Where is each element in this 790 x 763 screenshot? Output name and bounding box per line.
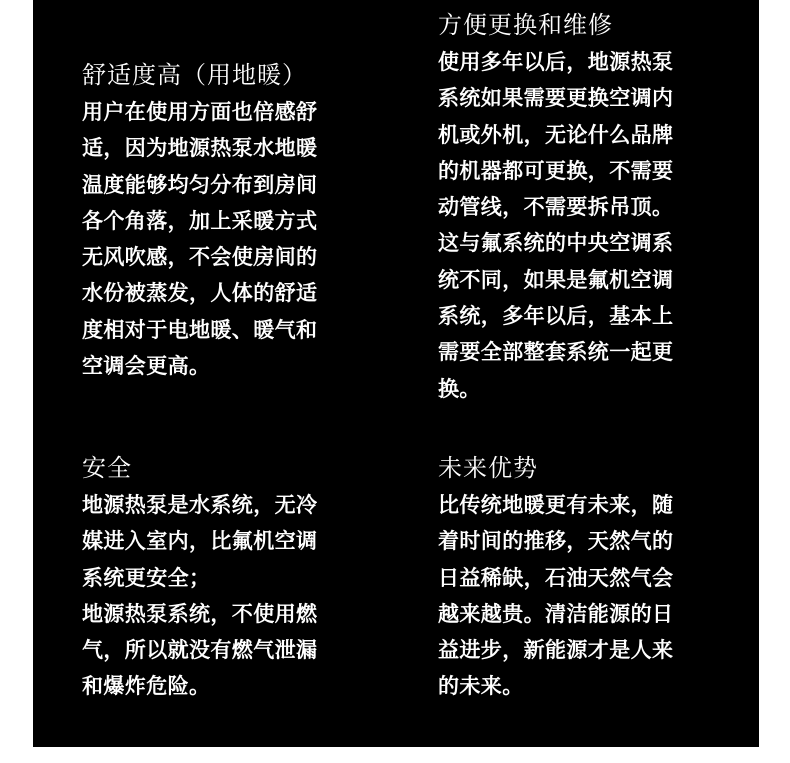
body-line: 比传统地暖更有未来，随 — [438, 493, 674, 517]
section-body — [438, 44, 728, 407]
section-title: 舒适度高（用地暖） — [82, 61, 307, 89]
body-line: 统不同，如果是氟机空调 — [438, 267, 674, 292]
section-body — [82, 487, 372, 705]
body-line: 着时间的推移，天然气的 — [438, 529, 674, 554]
section-safety — [82, 453, 372, 705]
body-line: 系统，多年以后，基本上 — [438, 304, 674, 329]
section-title: 安全 — [82, 454, 132, 482]
section-body — [82, 94, 372, 384]
section-body — [438, 487, 728, 705]
body-line: 地源热泵系统，不使用燃 — [82, 601, 318, 626]
body-line: 的未来。 — [438, 674, 524, 699]
body-line: 系统更安全； — [82, 565, 211, 590]
body-line: 和爆炸危险。 — [82, 674, 211, 699]
section-comfort — [82, 60, 372, 384]
body-line: 温度能够均匀分布到房间 — [82, 172, 318, 197]
body-line: 换。 — [438, 376, 481, 401]
body-line: 日益稀缺，石油天然气会 — [438, 565, 674, 590]
body-line: 度相对于电地暖、暖气和 — [82, 317, 318, 342]
body-line: 需要全部整套系统一起更 — [438, 340, 674, 365]
section-replace — [438, 10, 728, 407]
body-line: 用户在使用方面也倍感舒 — [82, 100, 318, 124]
body-line: 适，因为地源热泵水地暖 — [82, 136, 318, 161]
section-title: 方便更换和维修 — [438, 11, 613, 39]
body-line: 水份被蒸发，人体的舒适 — [82, 281, 318, 306]
body-line: 各个角落，加上采暖方式 — [82, 208, 318, 233]
body-line: 地源热泵是水系统，无冷 — [82, 493, 318, 517]
body-line: 越来越贵。清洁能源的日 — [438, 601, 674, 626]
body-line: 机或外机，无论什么品牌 — [438, 122, 674, 147]
body-line: 媒进入室内，比氟机空调 — [82, 529, 318, 554]
content-panel — [33, 0, 759, 747]
body-line: 动管线，不需要拆吊顶。 — [438, 195, 674, 220]
body-line: 空调会更高。 — [82, 354, 211, 379]
section-future — [438, 453, 728, 705]
body-line: 使用多年以后，地源热泵 — [438, 50, 674, 74]
body-line: 的机器都可更换，不需要 — [438, 158, 674, 183]
body-line: 这与氟系统的中央空调系 — [438, 231, 674, 256]
body-line: 无风吹感，不会使房间的 — [82, 245, 318, 270]
body-line: 气，所以就没有燃气泄漏 — [82, 638, 318, 663]
section-title: 未来优势 — [438, 454, 538, 482]
body-line: 系统如果需要更换空调内 — [438, 86, 674, 111]
body-line: 益进步，新能源才是人来 — [438, 638, 674, 663]
